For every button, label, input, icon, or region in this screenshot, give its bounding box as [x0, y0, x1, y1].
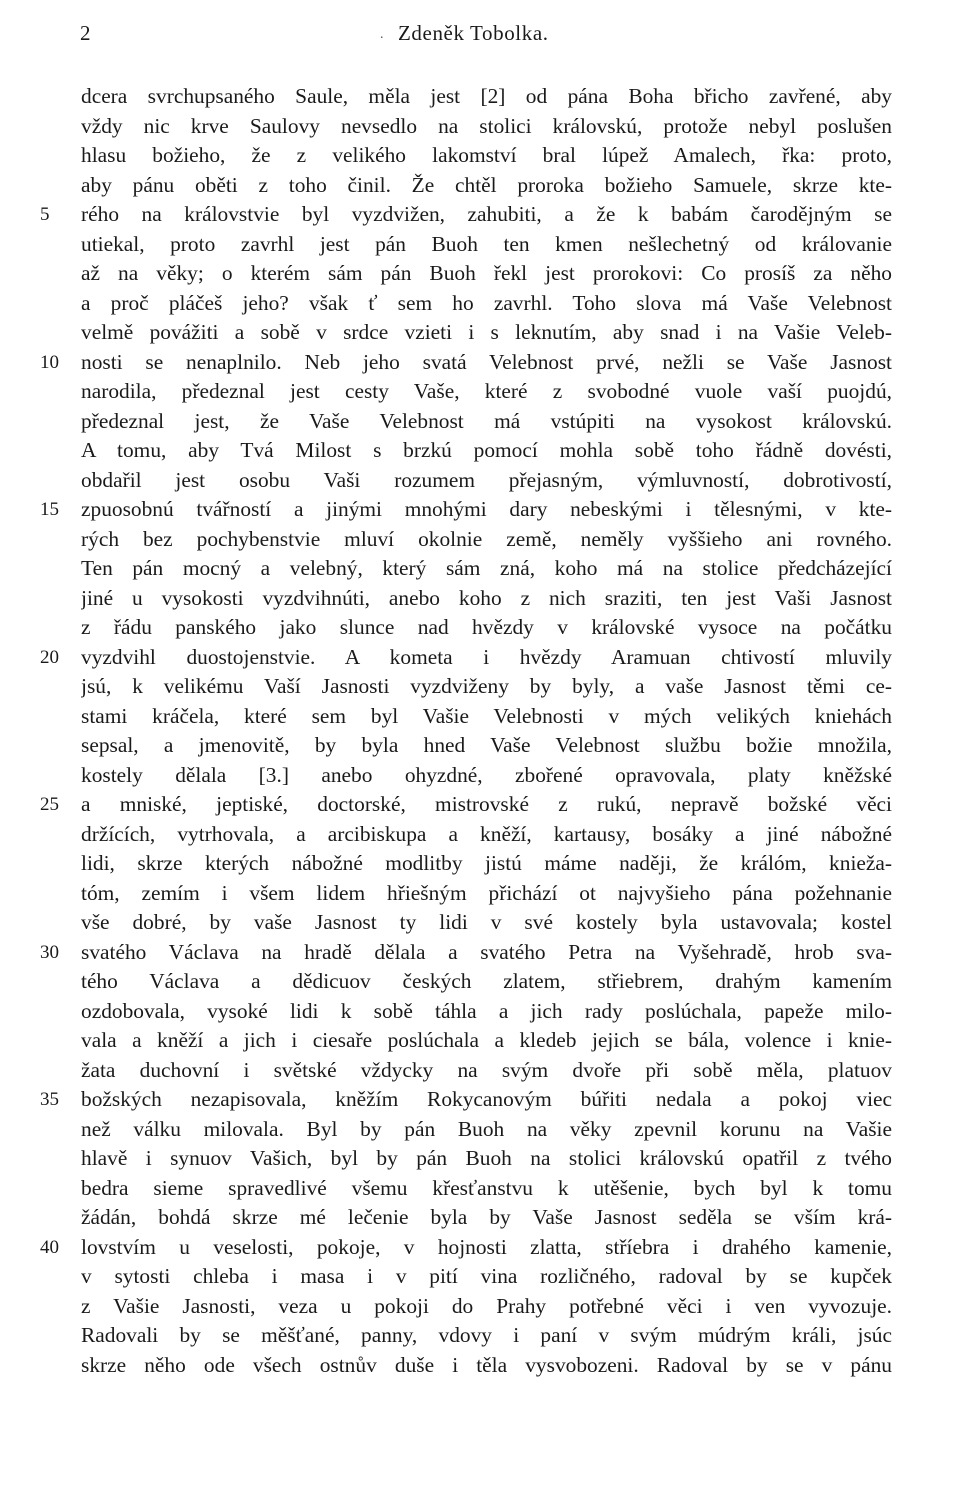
text-line [0, 938, 960, 968]
text-line [0, 171, 960, 201]
text-line [0, 1233, 960, 1263]
line-text: aby pánu oběti z toho činil. Že chtěl proroka božieho Samuele, skrze kte- [81, 172, 892, 197]
line-text: skrze něho ode všech ostnův duše i těla vysvobozeni. Radoval by se v pánu [81, 1352, 892, 1377]
line-number: 20 [40, 646, 59, 668]
text-line [0, 1056, 960, 1086]
line-text: vyzdvihl duostojenstvie. A kometa i hvězdy Aramuan chtivostí mluvily [81, 644, 892, 669]
text-line [0, 849, 960, 879]
text-line [0, 1115, 960, 1145]
text-line [0, 1351, 960, 1381]
line-text: předeznal jest, že Vaše Velebnost má vstúpiti na vysokost královskú. [81, 408, 892, 433]
line-text: než válku milovala. Byl by pán Buoh na věky zpevnil korunu na Vašie [81, 1116, 892, 1141]
line-text: svatého Václava na hradě dělala a svatého Petra na Vyšehradě, hrob sva- [81, 939, 892, 964]
line-text: a mniské, jeptiské, doctorské, mistrovské z rukú, nepravě božské věci [81, 792, 892, 816]
text-line [0, 879, 960, 909]
line-text: Radovali by se měšťané, panny, vdovy i paní v svým múdrým králi, jsúc [81, 1323, 892, 1347]
line-text: lidi, skrze kterých nábožné modlitby jistú máme naději, že králóm, knieža- [81, 851, 892, 875]
body-text [0, 82, 960, 1380]
text-line [0, 554, 960, 584]
text-line [0, 82, 960, 112]
line-text: až na věky; o kterém sám pán Buoh řekl jest prorokovi: Co prosíš za něho [81, 261, 892, 285]
text-line [0, 613, 960, 643]
text-line [0, 259, 960, 289]
line-text: držících, vytrhovala, a arcibiskupa a kněží, kartausy, bosáky a jiné nábožné [81, 821, 892, 846]
text-line [0, 908, 960, 938]
text-line [0, 466, 960, 496]
text-line [0, 731, 960, 761]
line-text: žádán, bohdá skrze mé lečenie byla by Vaše Jasnost seděla se vším krá- [81, 1205, 892, 1229]
line-text: velmě povážiti a sobě v srdce vzieti i s leknutím, aby snad i na Vašie Veleb- [81, 320, 892, 344]
line-text: božských nezapisovala, kněžím Rokycanovým búřiti nedala a pokoj viec [81, 1087, 892, 1111]
line-text: vše dobré, by vaše Jasnost ty lidi v své kostely byla ustavovala; kostel [81, 910, 892, 934]
line-number: 25 [40, 794, 59, 815]
line-text: hlavě i synuov Vašich, byl by pán Buoh na stolici královskú opatřil z tvého [81, 1146, 892, 1170]
line-text: a proč pláčeš jeho? však ť sem ho zavrhl. Toho slova má Vaše Velebnost [81, 290, 892, 315]
line-text: zpuosobnú tvářností a jinými mnohými dary nebeskými i tělesnými, v kte- [81, 497, 892, 521]
line-text: stami kráčela, které sem byl Vašie Velebnosti v mých velikých kniehách [81, 703, 892, 728]
line-text: narodila, předeznal jest cesty Vaše, které z svobodné vuole vaší puojdú, [81, 379, 892, 403]
line-text: lovstvím u veselosti, pokoje, v hojnosti zlatta, stříebra i drahého kamenie, [81, 1234, 892, 1259]
line-text: z řádu panského jako slunce nad hvězdy v královské vysoce na počátku [81, 615, 892, 639]
text-line [0, 141, 960, 171]
line-text: utiekal, proto zavrhl jest pán Buoh ten kmen nešlechetný od královanie [81, 231, 892, 256]
text-line [0, 1292, 960, 1322]
text-line [0, 820, 960, 850]
line-number: 15 [40, 499, 59, 520]
line-text: žata duchovní i světské vždycky na svým dvoře při sobě měla, platuov [81, 1057, 892, 1082]
text-line [0, 702, 960, 732]
line-text: Ten pán mocný a velebný, který sám zná, koho má na stolice předcházející [81, 556, 892, 580]
line-text: z Vašie Jasnosti, veza u pokoji do Prahy potřebné věci i ven vyvozuje. [81, 1293, 892, 1318]
text-line [0, 112, 960, 142]
text-line [0, 230, 960, 260]
page-header [0, 18, 960, 48]
text-line [0, 790, 960, 820]
header-separator: . [380, 27, 384, 42]
line-text: rých bez pochybenstvie mluví okolnie země, neměly vyššieho ani rovného. [81, 526, 892, 551]
line-text: vždy nic krve Saulovy nevsedlo na stolici královskú, protože nebyl poslušen [81, 113, 892, 138]
line-text: tóm, zemím i všem lidem hřiešným přichází ot najvyšieho pána požehnanie [81, 880, 892, 905]
line-text: nosti se nenaplnilo. Neb jeho svatá Velebnost prvé, nežli se Vaše Jasnost [81, 349, 892, 374]
text-line [0, 377, 960, 407]
line-number: 40 [40, 1236, 59, 1258]
text-line [0, 1085, 960, 1115]
text-line [0, 525, 960, 555]
line-text: rého na královstvie byl vyzdvižen, zahubiti, a že k babám čarodějným se [81, 202, 892, 226]
text-line [0, 643, 960, 673]
line-number: 5 [40, 204, 50, 225]
line-number: 10 [40, 351, 59, 373]
text-line [0, 1262, 960, 1292]
line-text: kostely dělala [3.] anebo ohyzdné, zbořené opravovala, platy kněžské [81, 762, 892, 787]
text-line [0, 1144, 960, 1174]
line-text: jsú, k velikému Vaší Jasnosti vyzdviženy by byly, a vaše Jasnost těmi ce- [81, 674, 892, 698]
line-text: bedra sieme spravedlivé všemu křesťanstvu k utěšenie, bych byl k tomu [81, 1175, 892, 1200]
line-number: 35 [40, 1089, 59, 1110]
line-text: vala a kněží a jich i ciesaře poslúchala a kledeb jejich se bála, volence i knie- [81, 1028, 892, 1052]
line-text: v sytosti chleba i masa i v pití vina rozličného, radoval by se kupček [81, 1264, 892, 1288]
text-line [0, 584, 960, 614]
text-line [0, 348, 960, 378]
text-line [0, 967, 960, 997]
running-head: Zdeněk Tobolka. [398, 21, 549, 45]
text-line [0, 761, 960, 791]
text-line [0, 436, 960, 466]
text-line [0, 318, 960, 348]
line-text: sepsal, a jmenovitě, by byla hned Vaše Velebnost službu božie množila, [81, 733, 892, 757]
text-line [0, 1174, 960, 1204]
text-line [0, 997, 960, 1027]
line-text: tého Václava a dědicuov českých zlatem, střiebrem, drahým kamením [81, 969, 892, 993]
line-text: ozdobovala, vysoké lidi k sobě táhla a jich rady poslúchala, papeže milo- [81, 998, 892, 1023]
line-number: 30 [40, 941, 59, 963]
text-line [0, 672, 960, 702]
text-line [0, 289, 960, 319]
line-text: dcera svrchupsaného Saule, měla jest [2] od pána Boha břicho zavřené, aby [81, 84, 892, 108]
text-line [0, 200, 960, 230]
text-line [0, 1321, 960, 1351]
line-text: jiné u vysokosti vyzdvihnúti, anebo koho z nich sraziti, ten jest Vaši Jasnost [81, 585, 892, 610]
line-text: hlasu božieho, že z velikého lakomství bral lúpež Amalech, řka: proto, [81, 143, 892, 167]
text-line [0, 1026, 960, 1056]
text-line [0, 495, 960, 525]
line-text: A tomu, aby Tvá Milost s brzkú pomocí mohla sobě toho řádně dovésti, [81, 438, 892, 462]
text-line [0, 1203, 960, 1233]
page-number: 2 [80, 21, 91, 45]
text-line [0, 407, 960, 437]
line-text: obdařil jest osobu Vaši rozumem přejasným, výmluvností, dobrotivostí, [81, 467, 892, 492]
